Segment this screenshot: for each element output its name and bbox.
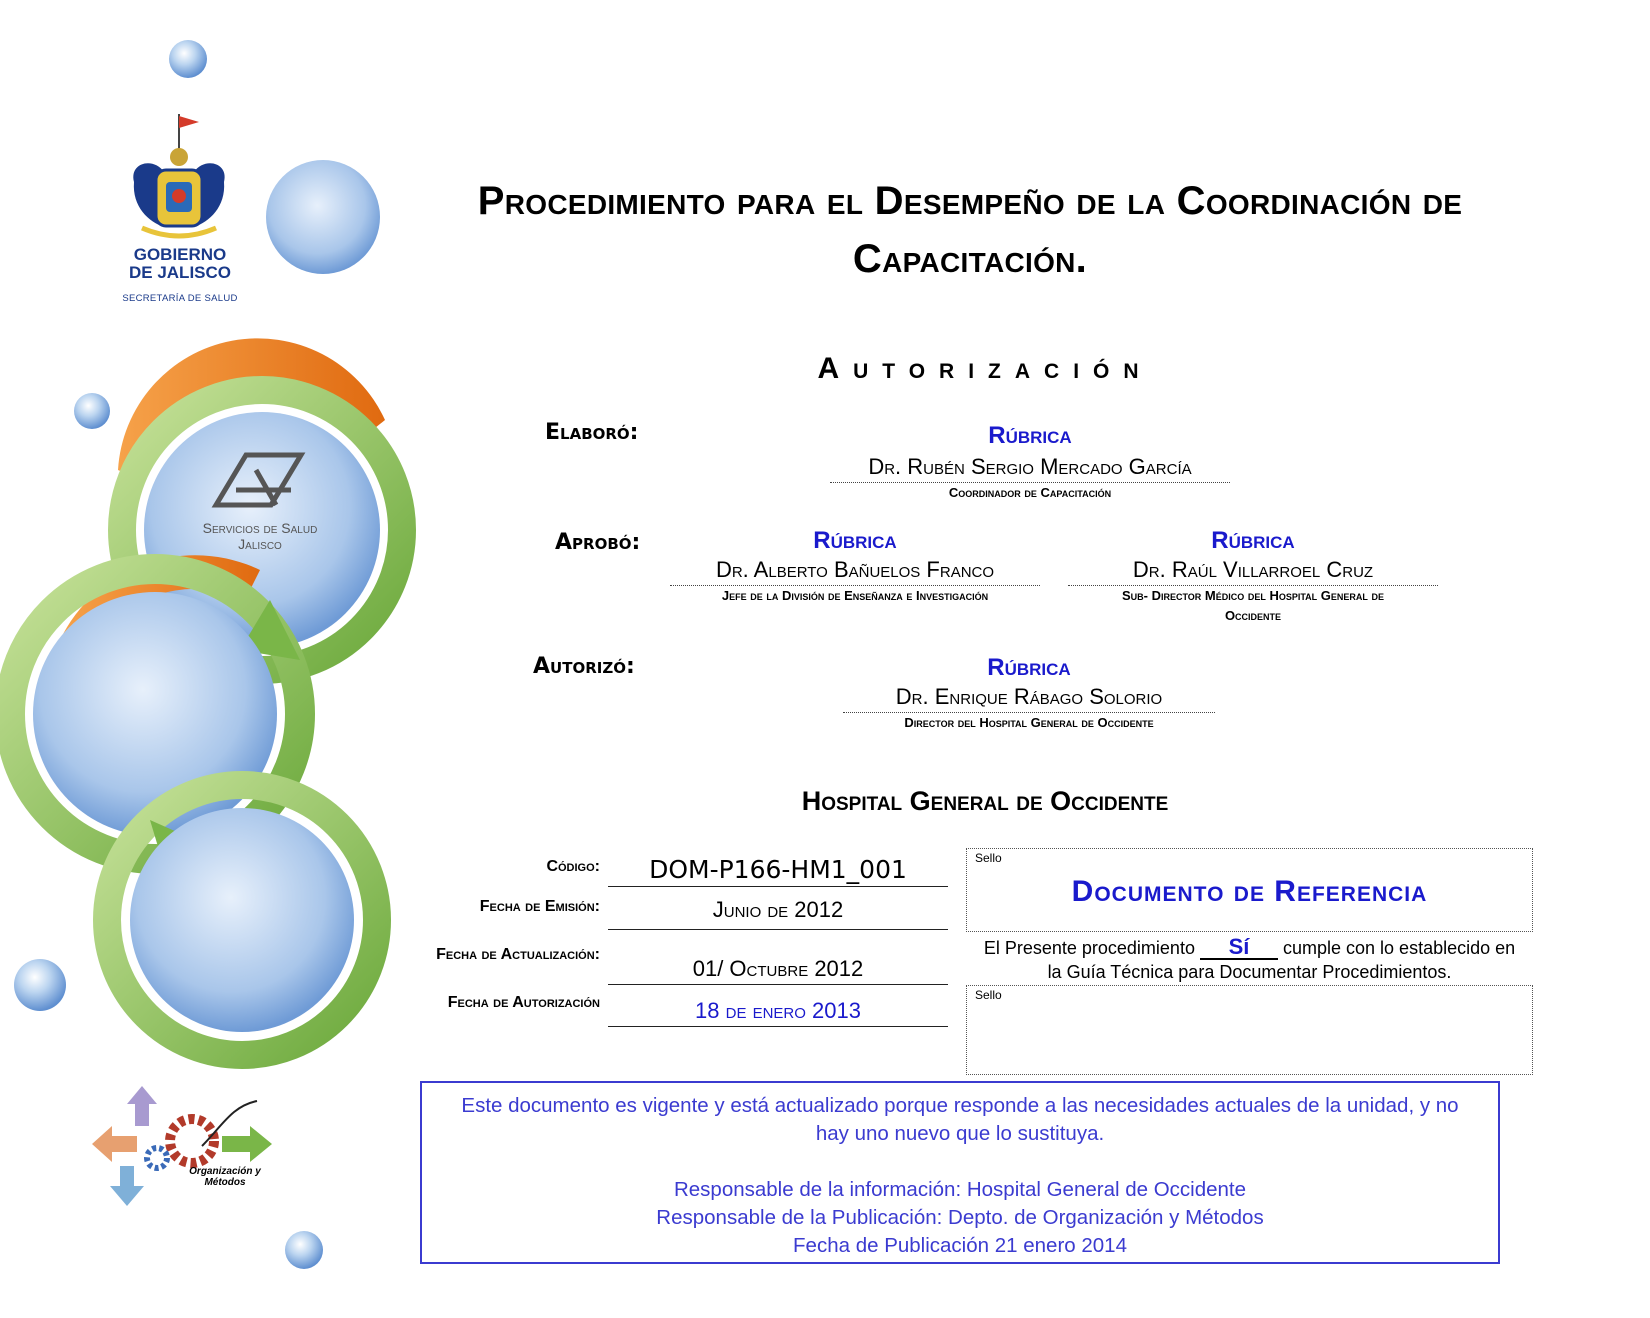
aprobo-left-role: Jefe de la División de Enseñanza e Investigación (721, 588, 989, 603)
aprobo-right-role-line2: Occidente (1224, 608, 1282, 623)
aprobo-right-name: Dr. Raúl Villarroel Cruz (1068, 557, 1438, 586)
aprobo-label: Aprobó: (555, 530, 641, 555)
statement-post: cumple con lo establecido en (1283, 938, 1516, 958)
actualizacion-label: Fecha de Actualización: (436, 946, 600, 963)
elaboro-role: Coordinador de Capacitación (948, 485, 1112, 500)
om-logo-text (170, 1166, 280, 1188)
ssj-line2: Jalisco (238, 536, 282, 552)
codigo-value: DOM-P166-HM1_001 (608, 855, 948, 887)
documento-referencia: Documento de Referencia (1071, 875, 1428, 908)
title-line1: Procedimiento para el Desempeño de la Coordinación de (477, 179, 1463, 223)
actualizacion-value: 01/ Octubre 2012 (608, 956, 948, 985)
big-circle (266, 160, 380, 274)
notice-line5: Fecha de Publicación 21 enero 2014 (793, 1234, 1127, 1257)
statement-pre: El Presente procedimiento (983, 938, 1195, 958)
statement-line1 (966, 936, 1533, 960)
gobierno-line1: GOBIERNO (133, 245, 227, 264)
sello-statement (966, 936, 1533, 984)
bubble (169, 40, 207, 78)
notice-line1: Este documento es vigente y está actualizado porque responde a las necesidades actuales de la unidad, y no (461, 1094, 1459, 1117)
notice-line3: Responsable de la información: Hospital General de Occidente (673, 1178, 1247, 1201)
bottom-circle (130, 808, 354, 1032)
aprobo-right-block (1068, 527, 1438, 626)
autorizo-label: Autorizó: (533, 654, 635, 679)
notice-line2: hay uno nuevo que lo sustituya. (815, 1122, 1105, 1145)
autorizo-block (843, 654, 1215, 733)
si-value (1200, 936, 1278, 960)
sello-box-top (966, 848, 1533, 932)
emision-label: Fecha de Emisión: (479, 898, 600, 915)
gobierno-line2: DE JALISCO (128, 263, 232, 282)
bubble (14, 959, 66, 1011)
elaboro-label: Elaboró: (545, 420, 639, 445)
bubble (285, 1231, 323, 1269)
aprobo-left-name: Dr. Alberto Bañuelos Franco (670, 557, 1040, 586)
organizacion-metodos-logo (92, 1086, 272, 1206)
autorizo-role: Director del Hospital General de Occidente (904, 715, 1154, 730)
elaboro-block (830, 422, 1230, 503)
sello-box-bottom (966, 985, 1533, 1075)
jalisco-crest-icon (124, 112, 234, 242)
document-title (380, 172, 1560, 288)
om-line2: Métodos (204, 1177, 246, 1188)
si-text: Sí (1228, 934, 1250, 959)
bubble (74, 393, 110, 429)
elaboro-name: Dr. Rubén Sergio Mercado García (830, 454, 1230, 483)
secretaria-text: SECRETARÍA DE SALUD (122, 293, 238, 304)
title-line2: Capacitación. (852, 237, 1088, 281)
autorizo-rubrica: Rúbrica (987, 654, 1071, 681)
autorizacion-date-value: 18 de enero 2013 (608, 998, 948, 1027)
ssj-logo-text (185, 520, 335, 552)
hospital-name: Hospital General de Occidente (801, 786, 1169, 816)
statement-line2: la Guía Técnica para Documentar Procedimientos. (1047, 962, 1452, 982)
om-line1: Organización y (189, 1166, 261, 1177)
sello-label-1: Sello (975, 851, 1002, 865)
sello-label-2: Sello (975, 988, 1002, 1002)
aprobo-left-rubrica: Rúbrica (813, 527, 897, 554)
aprobo-right-role-line1: Sub- Director Médico del Hospital General de (1121, 588, 1385, 603)
elaboro-rubrica: Rúbrica (988, 422, 1072, 449)
autorizacion-heading: Autorización (817, 352, 1153, 385)
ssj-line1: Servicios de Salud (202, 520, 318, 536)
emision-value: Junio de 2012 (608, 897, 948, 930)
gobierno-logo-text (110, 246, 250, 308)
notice-line4: Responsable de la Publicación: Depto. de Organización y Métodos (656, 1206, 1264, 1229)
codigo-label: Código: (546, 858, 600, 875)
validity-notice (420, 1081, 1500, 1264)
autorizo-name: Dr. Enrique Rábago Solorio (843, 684, 1215, 713)
aprobo-left-block (670, 527, 1040, 606)
aprobo-right-rubrica: Rúbrica (1211, 527, 1295, 554)
autorizacion-date-label: Fecha de Autorización (447, 994, 600, 1011)
